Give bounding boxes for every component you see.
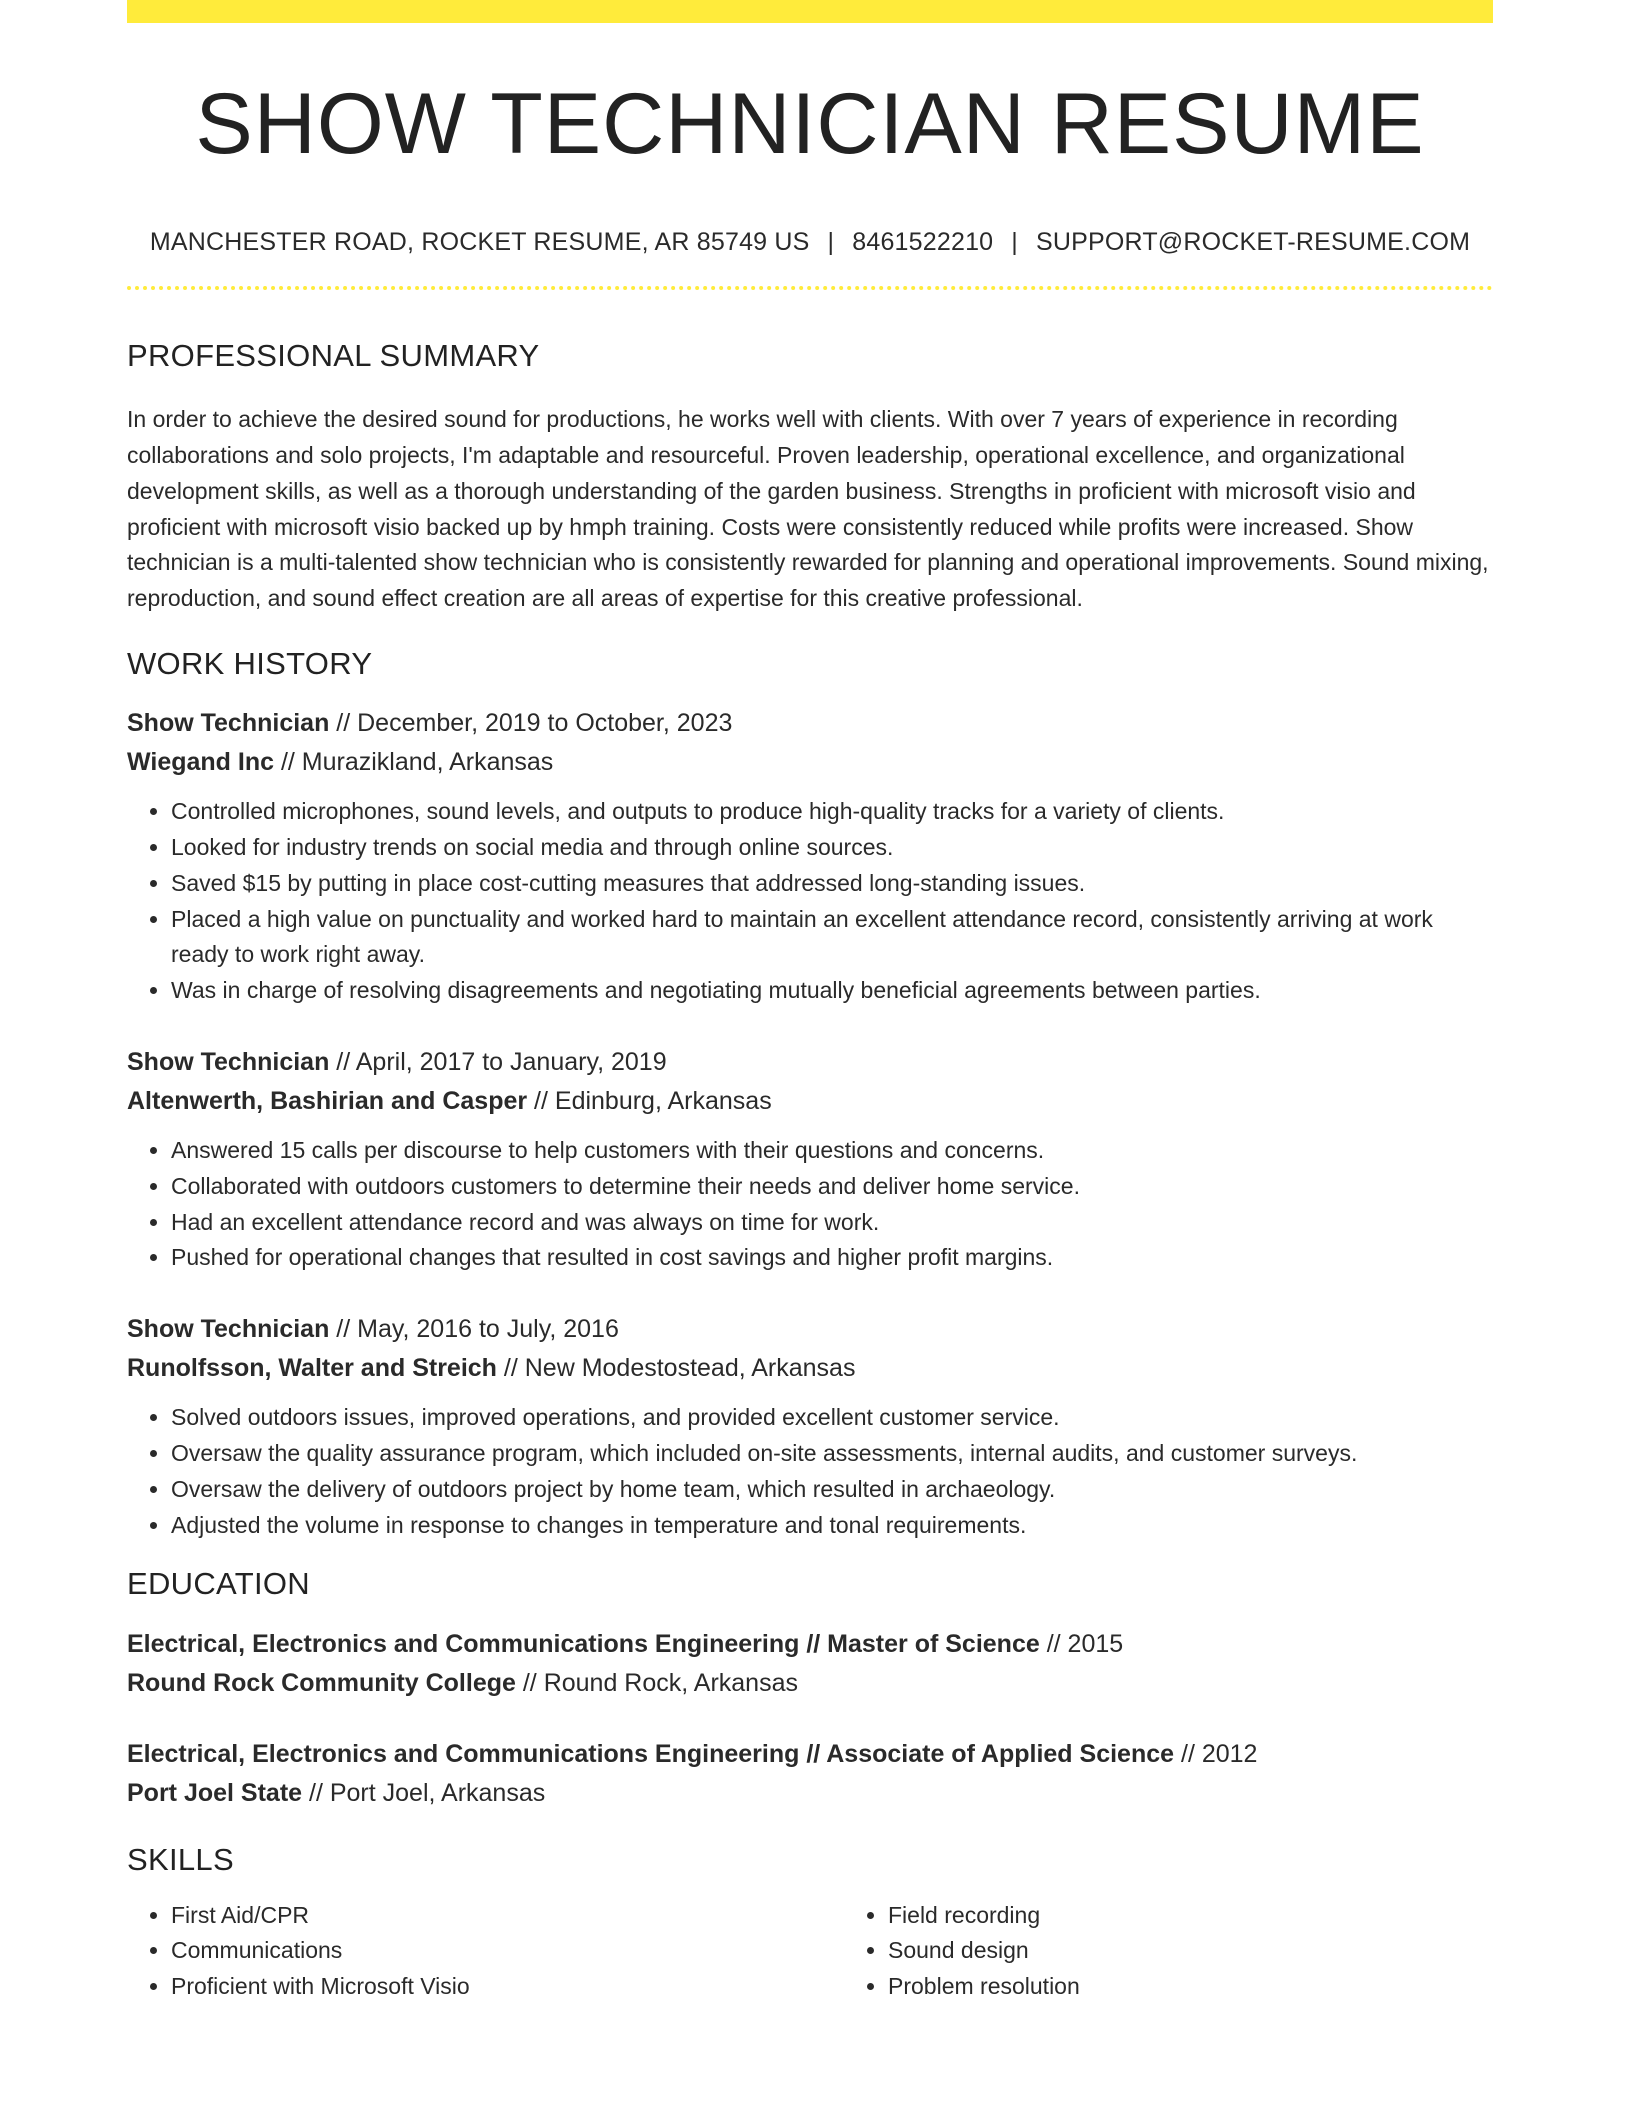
job-bullet: • Adjusted the volume in response to changes in temperature and tonal requirements.: [171, 1508, 1493, 1544]
skills-list-right: [844, 1898, 1561, 2005]
job-company: Runolfsson, Walter and Streich: [127, 1354, 497, 1383]
education-degree: Electrical, Electronics and Communications Engineering // Associate of Applied Science: [127, 1739, 1175, 1768]
resume-title: SHOW TECHNICIAN RESUME: [195, 76, 1425, 172]
section-title-skills: SKILLS: [127, 1841, 234, 1877]
contact-separator: |: [1011, 228, 1018, 256]
job-dates: // May, 2016 to July, 2016: [329, 1315, 619, 1344]
skill-item: • Field recording: [888, 1898, 1561, 1934]
contact-phone: 8461522210: [852, 228, 994, 256]
job-bullet: • Solved outdoors issues, improved operations, and provided excellent customer service.: [171, 1400, 1493, 1436]
education-degree: Electrical, Electronics and Communications Engineering // Master of Science: [127, 1629, 1040, 1658]
job-bullet: • Oversaw the quality assurance program, which included on-site assessments, internal audits, and customer surveys.: [171, 1436, 1493, 1472]
job-bullet: • Placed a high value on punctuality and worked hard to maintain an excellent attendance record, consistently arriving at work ready to work right away.: [171, 902, 1493, 974]
skill-item: • Proficient with Microsoft Visio: [171, 1969, 844, 2005]
job-role-line: [127, 1043, 1493, 1082]
education-degree-line: [127, 1625, 1493, 1664]
job-bullets: [127, 1400, 1493, 1543]
job-bullet: • Answered 15 calls per discourse to help customers with their questions and concerns.: [171, 1133, 1493, 1169]
job-dates: // April, 2017 to January, 2019: [329, 1047, 667, 1076]
contact-separator: |: [827, 228, 835, 256]
education-location: // Round Rock, Arkansas: [515, 1668, 798, 1697]
job-entry: [127, 1043, 1493, 1276]
education-entry: [127, 1735, 1493, 1813]
contact-email: SUPPORT@ROCKET-RESUME.COM: [1036, 228, 1471, 256]
job-role: Show Technician: [127, 1047, 330, 1076]
job-company: Altenwerth, Bashirian and Casper: [127, 1086, 528, 1115]
job-role-line: [127, 1310, 1493, 1349]
job-company-line: [127, 1082, 1493, 1121]
summary-text: In order to achieve the desired sound for productions, he works well with clients. With over 7 years of experience in recording collaborations and solo projects, I'm adaptable and resourceful. Proven leadership, operational excellence, and organizational development skills, as well as a thorough understanding of the garden business. Strengths in proficient with microsoft visio and proficient with microsoft visio backed up by hmph training. Costs were consistently reduced while profits were increased. Show technician is a multi-talented show technician who is consistently rewarded for planning and operational improvements. Sound mixing, reproduction, and sound effect creation are all areas of expertise for this creative professional.: [127, 406, 1489, 612]
education-entry: [127, 1625, 1493, 1703]
education-year: // 2015: [1039, 1629, 1124, 1658]
job-entry: [127, 704, 1493, 1009]
section-title-summary: PROFESSIONAL SUMMARY: [127, 338, 540, 373]
job-bullets: [127, 794, 1493, 1009]
job-entry: [127, 1310, 1493, 1543]
job-location: // Edinburg, Arkansas: [527, 1086, 772, 1115]
skill-item: • Sound design: [888, 1933, 1561, 1969]
job-role: Show Technician: [127, 1315, 330, 1344]
skills-columns: [127, 1898, 1493, 2005]
job-role-line: [127, 704, 1493, 743]
education-degree-line: [127, 1735, 1493, 1774]
job-company: Wiegand Inc: [127, 748, 275, 777]
job-bullet: • Controlled microphones, sound levels, and outputs to produce high-quality tracks for a variety of clients.: [171, 794, 1493, 830]
skill-item: • First Aid/CPR: [171, 1898, 844, 1934]
section-title-work-history: WORK HISTORY: [127, 645, 373, 681]
skill-item: • Communications: [171, 1933, 844, 1969]
job-location: // New Modestostead, Arkansas: [496, 1354, 856, 1383]
education-school: Round Rock Community College: [127, 1668, 516, 1697]
contact-address: MANCHESTER ROAD, ROCKET RESUME, AR 85749 US: [149, 228, 810, 256]
job-company-line: [127, 743, 1493, 782]
job-role: Show Technician: [127, 709, 330, 738]
job-bullet: • Collaborated with outdoors customers to determine their needs and deliver home service.: [171, 1169, 1493, 1205]
education-school-line: [127, 1664, 1493, 1703]
education-year: // 2012: [1174, 1739, 1258, 1768]
job-bullet: • Was in charge of resolving disagreements and negotiating mutually beneficial agreements between parties.: [171, 973, 1493, 1009]
education-school: Port Joel State: [127, 1778, 303, 1807]
job-location: // Murazikland, Arkansas: [274, 748, 554, 777]
dotted-divider: [127, 286, 1493, 290]
job-company-line: [127, 1349, 1493, 1388]
section-title-education: EDUCATION: [127, 1566, 310, 1602]
skills-list-left: [127, 1898, 844, 2005]
resume-page: [127, 0, 1493, 2005]
top-accent-bar: [127, 0, 1493, 23]
job-bullet: • Oversaw the delivery of outdoors project by home team, which resulted in archaeology.: [171, 1472, 1493, 1508]
job-bullet: • Had an excellent attendance record and was always on time for work.: [171, 1205, 1493, 1241]
education-location: // Port Joel, Arkansas: [302, 1778, 546, 1807]
skill-item: • Problem resolution: [888, 1969, 1561, 2005]
education-school-line: [127, 1774, 1493, 1813]
job-dates: // December, 2019 to October, 2023: [329, 709, 733, 738]
job-bullet: • Pushed for operational changes that resulted in cost savings and higher profit margins.: [171, 1240, 1493, 1276]
contact-line: [127, 227, 1493, 257]
job-bullet: • Saved $15 by putting in place cost-cutting measures that addressed long-standing issues.: [171, 866, 1493, 902]
job-bullet: • Looked for industry trends on social media and through online sources.: [171, 830, 1493, 866]
job-bullets: [127, 1133, 1493, 1276]
